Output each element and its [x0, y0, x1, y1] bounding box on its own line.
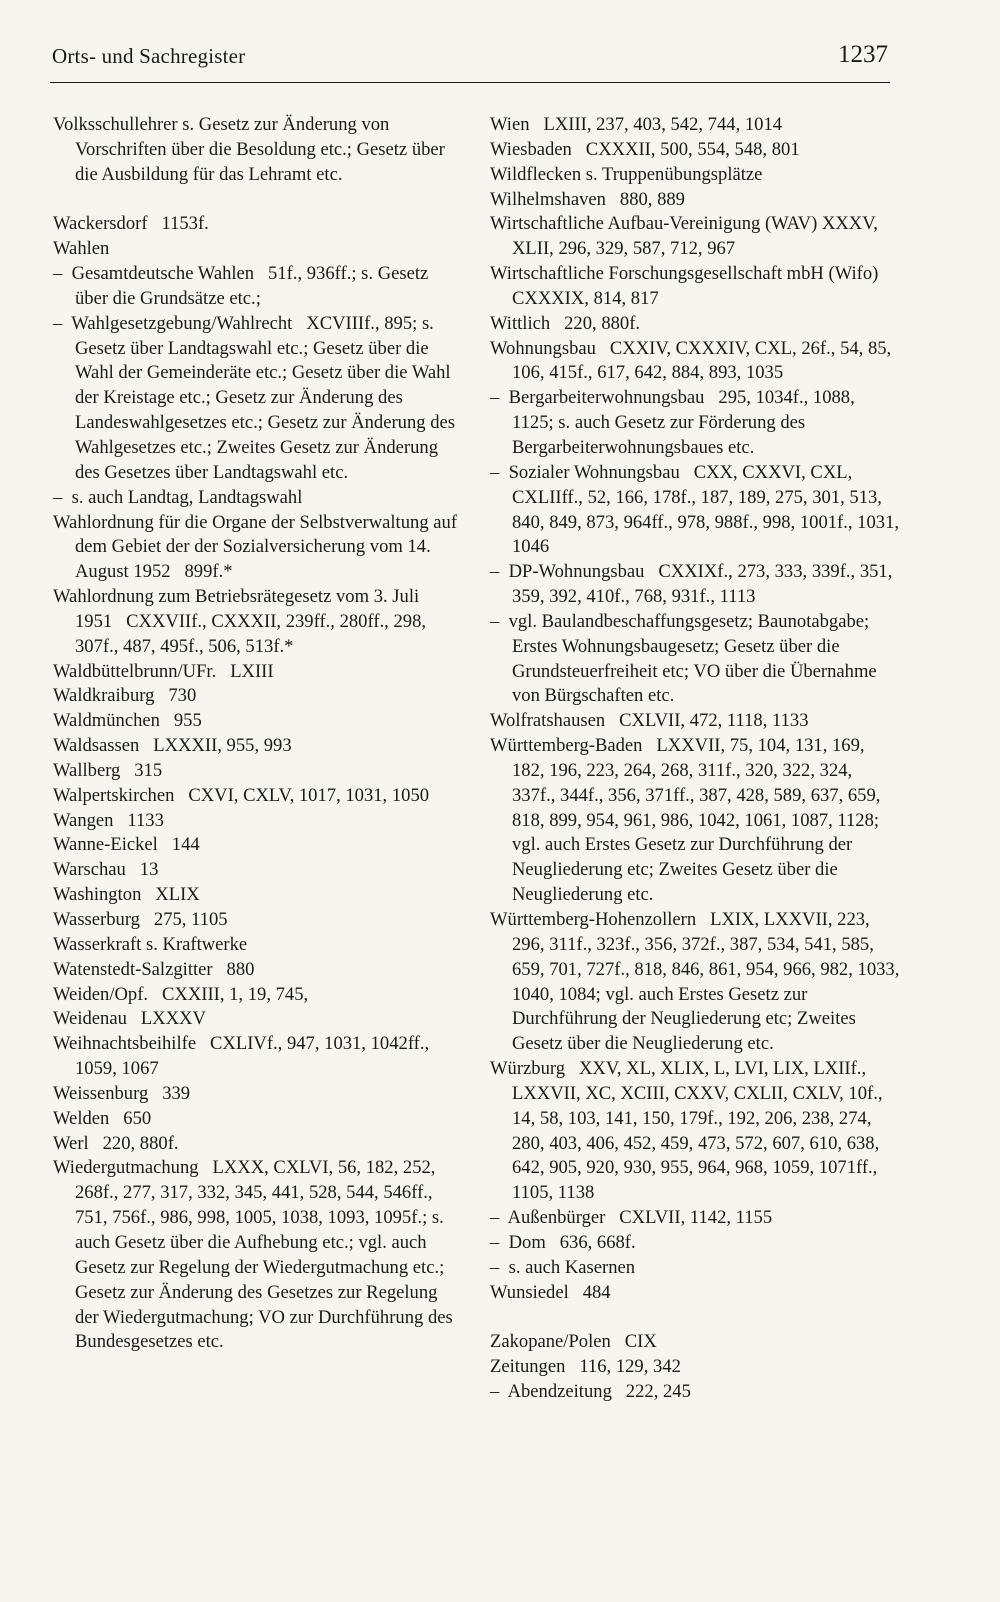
index-entry: Wildflecken s. Truppenübungsplätze [490, 163, 763, 185]
index-entry: Wohnungsbau CXXIV, CXXXIV, CXL, 26f., 54, 85, 106, 415f., 617, 642, 884, 893, 1035 [490, 337, 896, 384]
index-column-right [490, 113, 905, 1405]
index-subentry: – Abendzeitung 222, 245 [490, 1381, 691, 1403]
index-entry: Weiden/Opf. CXXIII, 1, 19, 745, [53, 983, 309, 1005]
index-entry: Zakopane/Polen CIX [490, 1331, 657, 1353]
index-entry: Welden 650 [53, 1107, 152, 1129]
index-subentry: – Sozialer Wohnungsbau CXX, CXXVI, CXL, CXLIIff., 52, 166, 178f., 187, 189, 275, 301, 513, 840, 849, 873, 964ff., 978, 988f., 998, 1001f., 1031, 1046 [490, 461, 904, 558]
index-entry: Waldsassen LXXXII, 955, 993 [53, 735, 292, 757]
spacer [53, 188, 458, 213]
index-entry: Württemberg-Hohenzollern LXIX, LXXVII, 223, 296, 311f., 323f., 356, 372f., 387, 534, 541, 585, 659, 701, 727f., 818, 846, 861, 954, 966, 982, 1033, 1040, 1084; vgl. auch Erstes Gesetz zur Durchführung der Neugliederung etc; Zweites Gesetz über die Neugliederung etc. [490, 909, 905, 1055]
index-column-left [53, 113, 462, 1355]
index-entry: Wilhelmshaven 880, 889 [490, 188, 685, 210]
index-entry: Warschau 13 [53, 859, 159, 881]
page-number: 1237 [838, 41, 888, 68]
index-entry: Waldmünchen 955 [53, 710, 202, 732]
index-entry: Wolfratshausen CXLVII, 472, 1118, 1133 [490, 710, 809, 732]
index-entry: Wasserburg 275, 1105 [53, 909, 228, 930]
index-subentry: – Bergarbeiterwohnungsbau 295, 1034f., 1088, 1125; s. auch Gesetz zur Förderung des Bergarbeiterwohnungsbaues etc. [490, 387, 860, 458]
index-entry: Zeitungen 116, 129, 342 [490, 1356, 681, 1378]
index-entry: Watenstedt-Salzgitter 880 [53, 958, 255, 980]
index-entry: Wackersdorf 1153f. [53, 213, 209, 235]
index-entry: Wangen 1133 [53, 809, 164, 831]
index-subentry: – vgl. Baulandbeschaffungsgesetz; Baunotabgabe; Erstes Wohnungsbaugesetz; Gesetz über die Grundsteuerfreiheit etc; VO über die Übernahme von Bürgschaften etc. [490, 610, 882, 707]
page-title: Orts- und Sachregister [52, 44, 246, 68]
index-entry: Werl 220, 880f. [53, 1132, 179, 1154]
index-entry: Waldkraiburg 730 [53, 685, 197, 707]
index-entry: Wanne-Eickel 144 [53, 834, 200, 856]
index-entry: Wittlich 220, 880f. [490, 312, 641, 334]
index-entry: Weidenau LXXXV [53, 1008, 206, 1030]
index-entry: Würzburg XXV, XL, XLIX, L, LVI, LIX, LXIIf., LXXVII, XC, XCIII, CXXV, CXLII, CXLV, 10f., 14, 58, 103, 141, 150, 179f., 192, 206, 238, 274, 280, 403, 406, 452, 459, 473, 572, 607, 610, 638, 642, 905, 920, 930, 955, 964, 968, 1059, 1071ff., 1105, 1138 [490, 1058, 888, 1204]
index-subentry: – DP-Wohnungsbau CXXIXf., 273, 333, 339f., 351, 359, 392, 410f., 768, 931f., 1113 [490, 561, 898, 608]
index-subentry: – Außenbürger CXLVII, 1142, 1155 [490, 1207, 773, 1229]
index-entry: Wien LXIII, 237, 403, 542, 744, 1014 [490, 114, 783, 135]
index-entry: Walpertskirchen CXVI, CXLV, 1017, 1031, 1050 [53, 784, 430, 806]
index-entry: Wirtschaftliche Aufbau-Vereinigung (WAV) XXXV, XLII, 296, 329, 587, 712, 967 [490, 213, 883, 260]
index-entry: Wahlordnung zum Betriebsrätegesetz vom 3. Juli 1951 CXXVIIf., CXXXII, 239ff., 280ff., 298, 307f., 487, 495f., 506, 513f.* [53, 586, 431, 657]
index-subentry: – s. auch Kasernen [490, 1256, 636, 1278]
index-entry: Wasserkraft s. Kraftwerke [53, 933, 248, 955]
spacer [490, 1306, 900, 1331]
index-entry: Waldbüttelbrunn/UFr. LXIII [53, 660, 274, 682]
index-entry: Washington XLIX [53, 884, 200, 906]
index-subentry: – Dom 636, 668f. [490, 1231, 636, 1253]
index-subentry: – s. auch Landtag, Landtagswahl [53, 486, 303, 508]
index-subentry: – Gesamtdeutsche Wahlen 51f., 936ff.; s. Gesetz über die Grundsätze etc.; [53, 263, 433, 309]
index-entry: Weihnachtsbeihilfe CXLIVf., 947, 1031, 1042ff., 1059, 1067 [53, 1033, 434, 1080]
index-entry: Wiesbaden CXXXII, 500, 554, 548, 801 [490, 138, 800, 160]
index-entry: Wunsiedel 484 [490, 1281, 611, 1303]
index-entry: Württemberg-Baden LXXVII, 75, 104, 131, 169, 182, 196, 223, 264, 268, 311f., 320, 322, 324, 337f., 344f., 356, 371ff., 387, 428, 589, 637, 659, 818, 899, 954, 961, 986, 1042, 1061, 1087, 1128; vgl. auch Erstes Gesetz zur Durchführung der Neugliederung etc; Zweites Gesetz über die Neugliederung etc. [490, 735, 886, 906]
index-entry: Wirtschaftliche Forschungsgesellschaft mbH (Wifo) CXXXIX, 814, 817 [490, 263, 893, 309]
index-entry: Wahlordnung für die Organe der Selbstverwaltung auf dem Gebiet der der Sozialversicherung vom 14. August 1952 899f.* [53, 511, 462, 583]
running-header [50, 40, 890, 83]
index-entry: Weissenburg 339 [53, 1082, 191, 1104]
index-entry: Wahlen [53, 238, 110, 260]
index-entry: Wiedergutmachung LXXX, CXLVI, 56, 182, 252, 268f., 277, 317, 332, 345, 441, 528, 544, 546ff., 751, 756f., 986, 998, 1005, 1038, 1093, 1095f.; s. auch Gesetz über die Aufhebung etc.; vgl. auch Gesetz zur Regelung der Wiedergutmachung etc.; Gesetz zur Änderung des Gesetzes zur Regelung der Wiedergutmachung; VO zur Durchführung des Bundesgesetzes etc. [53, 1157, 458, 1353]
index-entry: Volksschullehrer s. Gesetz zur Änderung von Vorschriften über die Besoldung etc.; Gesetz über die Ausbildung für das Lehramt etc. [53, 114, 450, 185]
index-entry: Wallberg 315 [53, 759, 163, 781]
index-subentry: – Wahlgesetzgebung/Wahlrecht XCVIIIf., 895; s. Gesetz über Landtagswahl etc.; Gesetz über die Wahl der Gemeinderäte etc.; Gesetz über die Wahl der Kreistage etc.; Gesetz zur Änderung des Landeswahlgesetzes etc.; Gesetz zur Änderung des Wahlgesetzes etc.; Zweites Gesetz zur Änderung des Gesetzes über Landtagswahl etc. [53, 312, 460, 483]
